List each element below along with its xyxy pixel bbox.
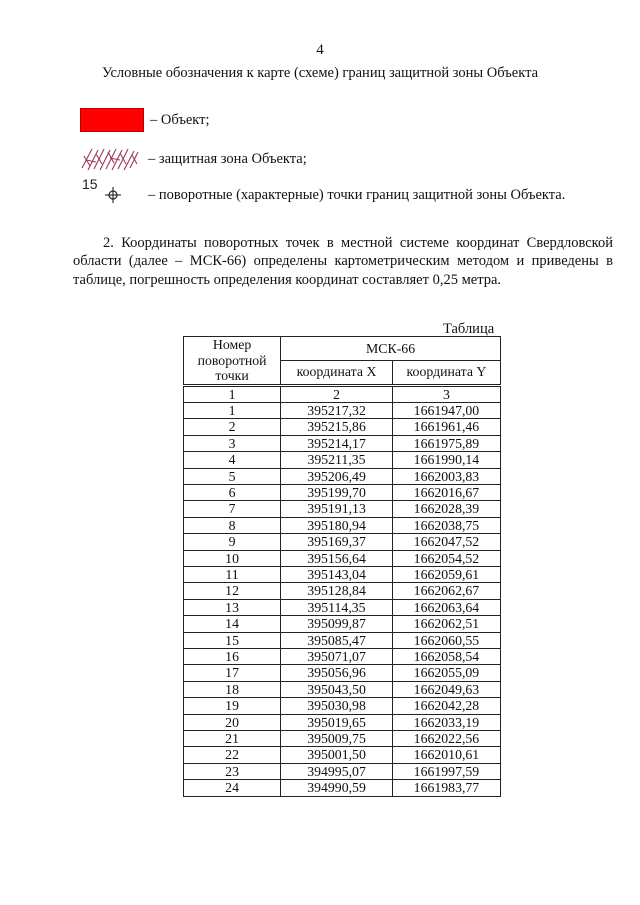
coordinate-y-cell: 1662055,09 [392, 665, 500, 681]
coordinate-y-cell: 1661961,46 [392, 419, 500, 435]
legend-item-label: – Объект; [150, 111, 210, 128]
point-number-cell: 5 [184, 468, 281, 484]
coordinate-x-cell: 395056,96 [281, 665, 393, 681]
table-row [184, 468, 501, 484]
table-row [184, 698, 501, 714]
hatched-zone-icon [80, 146, 146, 172]
table-row [184, 763, 501, 779]
table-row [184, 665, 501, 681]
header-coordinate-system: МСК-66 [281, 337, 501, 361]
coordinate-x-cell: 395030,98 [281, 698, 393, 714]
table-row [184, 402, 501, 418]
table-row [184, 599, 501, 615]
coordinate-x-cell: 395043,50 [281, 681, 393, 697]
coordinate-y-cell: 1662038,75 [392, 517, 500, 533]
index-cell: 2 [281, 385, 393, 402]
paragraph-text: Координаты поворотных точек в местной системе координат Свердловской области (далее – МСК-66) определены картометрическим методом и приведены в таблице, погрешность определения координат составляет 0,25 метра. [73, 235, 613, 288]
table-row [184, 616, 501, 632]
point-number-cell: 6 [184, 484, 281, 500]
coordinate-x-cell: 394990,59 [281, 780, 393, 796]
coordinate-x-cell: 394995,07 [281, 763, 393, 779]
coordinate-y-cell: 1662010,61 [392, 747, 500, 763]
coordinate-x-cell: 395156,64 [281, 550, 393, 566]
coordinate-y-cell: 1662047,52 [392, 534, 500, 550]
coordinate-x-cell: 395114,35 [281, 599, 393, 615]
coordinate-y-cell: 1661990,14 [392, 452, 500, 468]
table-body [184, 385, 501, 796]
coordinate-y-cell: 1662063,64 [392, 599, 500, 615]
turning-point-symbol [80, 176, 146, 208]
table-row [184, 632, 501, 648]
point-number-cell: 4 [184, 452, 281, 468]
legend-item-turning-point [80, 176, 566, 207]
header-point-number: Номер поворотной точки [184, 337, 281, 386]
coordinate-x-cell: 395211,35 [281, 452, 393, 468]
point-number-cell: 18 [184, 681, 281, 697]
table-row [184, 566, 501, 582]
point-number-cell: 22 [184, 747, 281, 763]
coordinate-y-cell: 1661947,00 [392, 402, 500, 418]
point-number-cell: 19 [184, 698, 281, 714]
legend-item-label: – защитная зона Объекта; [148, 150, 307, 167]
table-row [184, 419, 501, 435]
coordinate-y-cell: 1662003,83 [392, 468, 500, 484]
coordinate-y-cell: 1662060,55 [392, 632, 500, 648]
point-number-cell: 20 [184, 714, 281, 730]
object-symbol [80, 108, 144, 132]
index-cell: 1 [184, 385, 281, 402]
table-caption: Таблица [443, 321, 495, 337]
point-number-cell: 17 [184, 665, 281, 681]
point-number-cell: 10 [184, 550, 281, 566]
coordinate-x-cell: 395169,37 [281, 534, 393, 550]
point-number-cell: 24 [184, 780, 281, 796]
point-number-cell: 16 [184, 649, 281, 665]
coordinate-x-cell: 395143,04 [281, 566, 393, 582]
table-row [184, 714, 501, 730]
coordinates-table [183, 336, 501, 797]
coordinate-y-cell: 1662033,19 [392, 714, 500, 730]
coordinate-y-cell: 1662028,39 [392, 501, 500, 517]
coordinate-y-cell: 1661997,59 [392, 763, 500, 779]
coordinate-y-cell: 1662054,52 [392, 550, 500, 566]
index-row [184, 385, 501, 402]
point-number-cell: 12 [184, 583, 281, 599]
point-number-cell: 21 [184, 731, 281, 747]
table-row [184, 534, 501, 550]
point-number-cell: 8 [184, 517, 281, 533]
table-row [184, 501, 501, 517]
table-row [184, 583, 501, 599]
table-row [184, 484, 501, 500]
coordinate-y-cell: 1661975,89 [392, 435, 500, 451]
table-row [184, 452, 501, 468]
page-number: 4 [316, 42, 324, 58]
table-row [184, 731, 501, 747]
legend-item-label: – поворотные (характерные) точки границ защитной зоны Объекта. [148, 186, 566, 203]
point-number-cell: 11 [184, 566, 281, 582]
table-row [184, 517, 501, 533]
coordinate-x-cell: 395217,32 [281, 402, 393, 418]
coordinate-x-cell: 395071,07 [281, 649, 393, 665]
coordinate-x-cell: 395099,87 [281, 616, 393, 632]
coordinate-x-cell: 395019,65 [281, 714, 393, 730]
point-number-cell: 23 [184, 763, 281, 779]
header-coordinate-y: координата Y [392, 360, 500, 385]
table-row [184, 649, 501, 665]
crosshair-icon [105, 187, 121, 203]
paragraph-number: 2. [103, 235, 114, 251]
coordinate-y-cell: 1662062,51 [392, 616, 500, 632]
table-row [184, 681, 501, 697]
point-number-cell: 2 [184, 419, 281, 435]
coordinate-x-cell: 395191,13 [281, 501, 393, 517]
point-number-cell: 14 [184, 616, 281, 632]
table-row [184, 780, 501, 796]
point-number-label: 15 [82, 176, 98, 192]
header-coordinate-x: координата X [281, 360, 393, 385]
coordinate-y-cell: 1661983,77 [392, 780, 500, 796]
legend-item-protective-zone [80, 147, 307, 171]
coordinate-y-cell: 1662059,61 [392, 566, 500, 582]
coordinate-y-cell: 1662058,54 [392, 649, 500, 665]
point-number-cell: 9 [184, 534, 281, 550]
coordinate-x-cell: 395085,47 [281, 632, 393, 648]
coordinate-x-cell: 395009,75 [281, 731, 393, 747]
coordinate-x-cell: 395001,50 [281, 747, 393, 763]
coordinate-y-cell: 1662042,28 [392, 698, 500, 714]
coordinate-x-cell: 395128,84 [281, 583, 393, 599]
coordinate-x-cell: 395206,49 [281, 468, 393, 484]
table-row [184, 747, 501, 763]
coordinate-y-cell: 1662062,67 [392, 583, 500, 599]
index-cell: 3 [392, 385, 500, 402]
legend-item-object [80, 108, 210, 132]
coordinate-x-cell: 395180,94 [281, 517, 393, 533]
point-number-cell: 7 [184, 501, 281, 517]
coordinate-y-cell: 1662016,67 [392, 484, 500, 500]
table-row [184, 435, 501, 451]
point-number-cell: 13 [184, 599, 281, 615]
coordinate-y-cell: 1662022,56 [392, 731, 500, 747]
point-number-cell: 1 [184, 402, 281, 418]
coordinate-x-cell: 395214,17 [281, 435, 393, 451]
point-number-cell: 15 [184, 632, 281, 648]
coordinate-x-cell: 395199,70 [281, 484, 393, 500]
table-row [184, 550, 501, 566]
coordinate-x-cell: 395215,86 [281, 419, 393, 435]
point-number-cell: 3 [184, 435, 281, 451]
coordinates-paragraph [73, 234, 613, 289]
coordinate-y-cell: 1662049,63 [392, 681, 500, 697]
legend-title: Условные обозначения к карте (схеме) границ защитной зоны Объекта [101, 65, 539, 81]
